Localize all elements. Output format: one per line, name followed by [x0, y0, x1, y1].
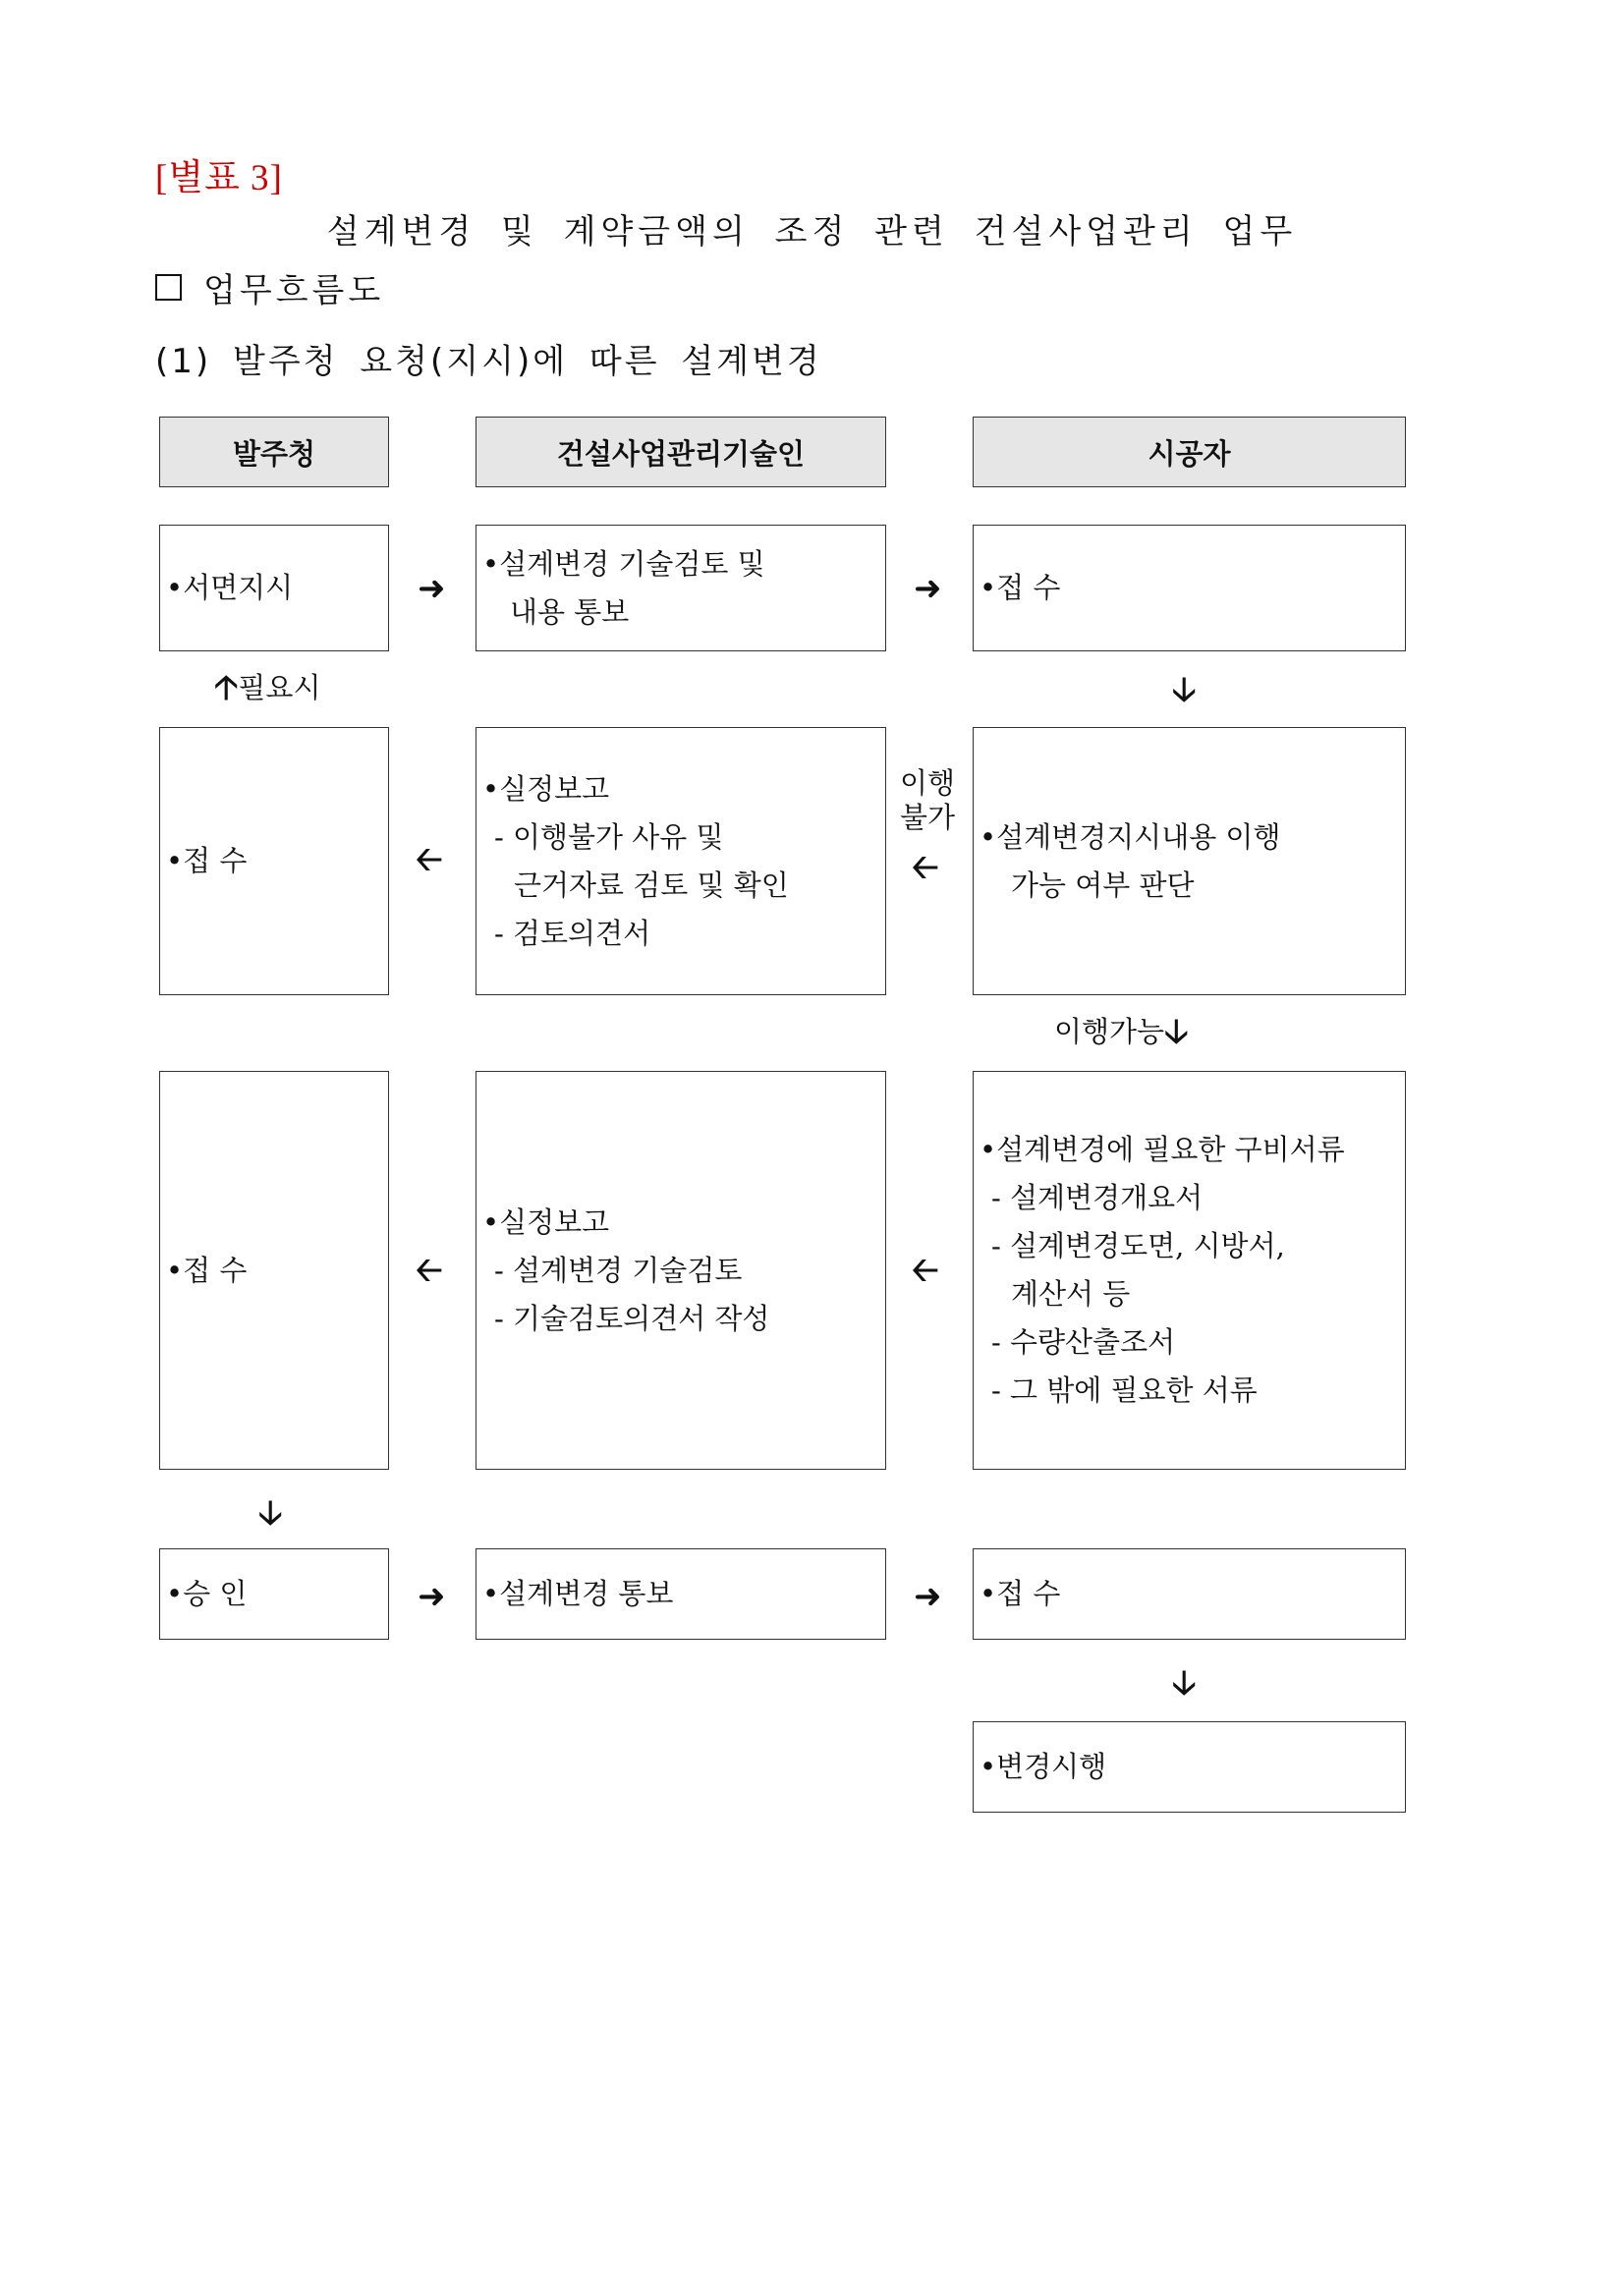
arrow-right-icon: ➜: [418, 1577, 446, 1616]
arrow-right-icon: ➜: [914, 569, 942, 608]
step-written-instruction: [159, 525, 389, 651]
step-line: - 그 밖에 필요한 서류: [991, 1373, 1258, 1407]
step-line: 가능 여부 판단: [1011, 868, 1195, 902]
feasible-text: 이행가능: [1054, 1015, 1165, 1048]
step-technical-review-notice: [476, 525, 886, 651]
step-line: •설계변경에 필요한 구비서류: [980, 1133, 1345, 1166]
step-line: •승 인: [166, 1577, 248, 1610]
step-line: •실정보고: [482, 771, 610, 806]
column-header-contractor: 시공자: [973, 417, 1406, 487]
step-required-documents: [973, 1071, 1406, 1470]
arrow-right-icon: ➜: [914, 1577, 942, 1616]
step-line: •실정보고: [482, 1204, 610, 1239]
column-header-manager: 건설사업관리기술인: [476, 417, 886, 487]
not-feasible-text-1: 이행: [899, 766, 956, 800]
if-needed-label: [214, 668, 321, 708]
step-line: 내용 통보: [510, 594, 630, 629]
step-line: - 설계변경도면, 시방서,: [991, 1229, 1285, 1262]
step-approval: [159, 1548, 389, 1640]
arrow-down-icon: 🡣: [1172, 1663, 1197, 1703]
section-heading: [155, 263, 384, 311]
document-title: 설계변경 및 계약금액의 조정 관련 건설사업관리 업무: [326, 212, 1298, 252]
empty-square-icon: [155, 274, 182, 301]
step-client-receipt-2: [159, 727, 389, 995]
arrow-up-icon: 🡡: [214, 668, 239, 708]
step-field-report-infeasible: [476, 727, 886, 995]
step-line: 계산서 등: [1011, 1277, 1131, 1311]
arrow-down-icon: 🡣: [1164, 1012, 1189, 1052]
not-feasible-label: [898, 766, 957, 835]
arrow-down-icon: 🡣: [1172, 670, 1197, 709]
step-line: •서면지시: [166, 571, 294, 604]
annex-tag: [별표 3]: [155, 158, 283, 198]
step-line: •설계변경 기술검토 및: [482, 546, 765, 581]
step-line: •접 수: [166, 1253, 248, 1287]
step-line: - 설계변경 기술검토: [494, 1253, 743, 1287]
if-needed-text: 필요시: [238, 671, 321, 704]
step-line: 근거자료 검토 및 확인: [514, 868, 789, 902]
step-client-receipt-3: [159, 1071, 389, 1470]
step-line: •설계변경 통보: [482, 1577, 674, 1610]
step-contractor-receipt-1: [973, 525, 1406, 651]
step-line: •접 수: [166, 844, 248, 877]
step-line: - 기술검토의견서 작성: [494, 1301, 770, 1335]
step-field-report-review: [476, 1071, 886, 1470]
step-line: •설계변경지시내용 이행: [980, 819, 1281, 854]
column-header-client: 발주청: [159, 417, 389, 487]
step-line: - 검토의견서: [494, 916, 651, 950]
arrow-down-icon: 🡣: [258, 1493, 283, 1533]
arrow-left-icon: 🡠: [416, 840, 443, 879]
arrow-right-icon: ➜: [418, 569, 446, 608]
arrow-left-icon: 🡠: [912, 848, 939, 887]
section-label: 업무흐름도: [203, 271, 385, 310]
step-line: •접 수: [980, 571, 1061, 604]
step-contractor-receipt-4: [973, 1548, 1406, 1640]
not-feasible-text-2: 불가: [899, 800, 956, 834]
step-line: - 설계변경개요서: [991, 1181, 1204, 1214]
step-line: •변경시행: [980, 1750, 1107, 1783]
feasible-label: [1054, 1012, 1189, 1052]
arrow-left-icon: 🡠: [416, 1251, 443, 1290]
step-change-execution: [973, 1721, 1406, 1813]
step-line: - 이행불가 사유 및: [494, 819, 724, 854]
step-design-change-notice: [476, 1548, 886, 1640]
step-line: •접 수: [980, 1577, 1061, 1610]
step-feasibility-judgement: [973, 727, 1406, 995]
subsection-heading: (1) 발주청 요청(지시)에 따른 설계변경: [155, 342, 822, 381]
arrow-left-icon: 🡠: [912, 1251, 939, 1290]
step-line: - 수량산출조서: [991, 1325, 1176, 1359]
